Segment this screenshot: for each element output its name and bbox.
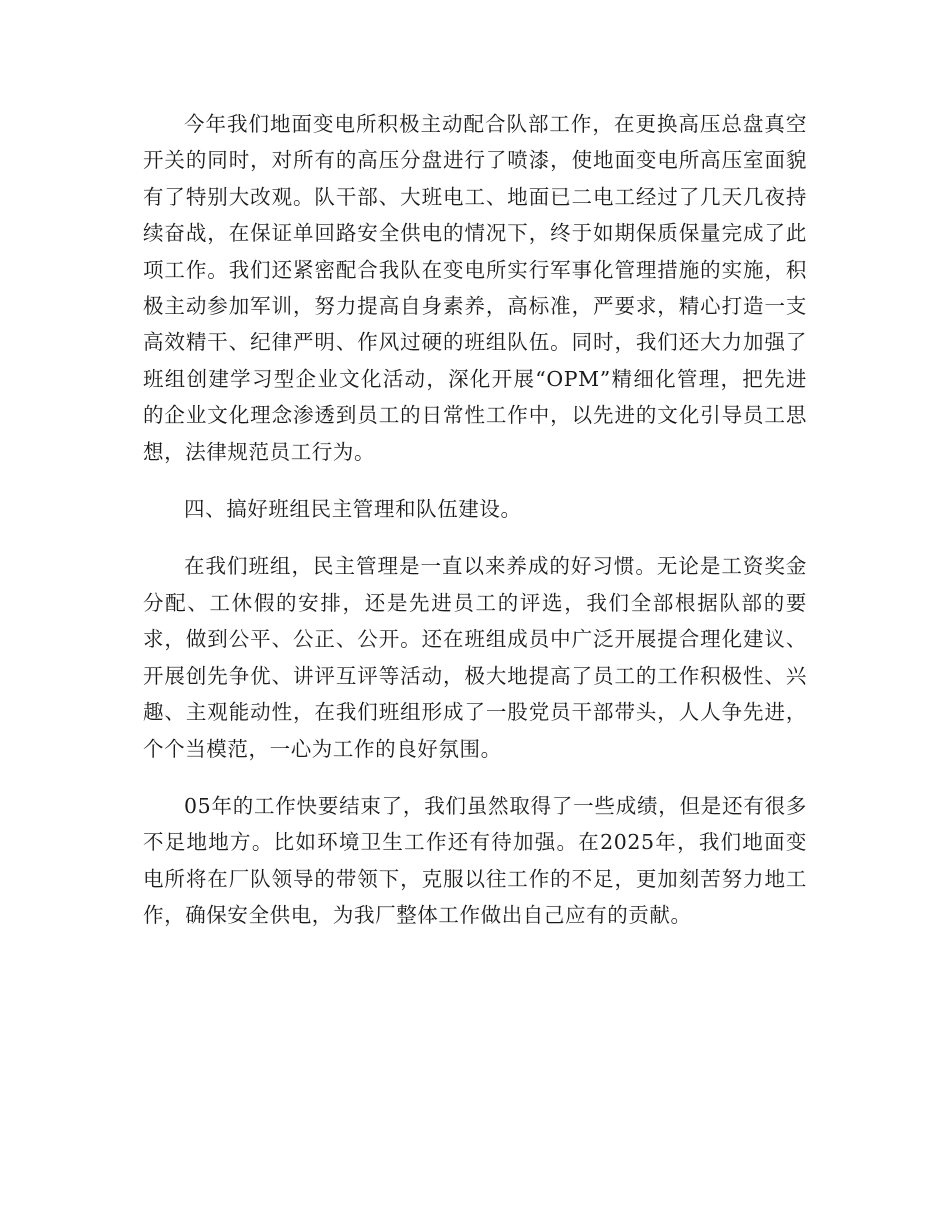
- paragraph-democratic-management: 在我们班组，民主管理是一直以来养成的好习惯。无论是工资奖金分配、工休假的安排，还是先进员工的评选，我们全部根据队部的要求，做到公平、公正、公开。还在班组成员中广泛开展提合理化建议、开展创先争优、讲评互评等活动，极大地提高了员工的工作积极性、兴趣、主观能动性，在我们班组形成了一股党员干部带头，人人争先进，个个当模范，一心为工作的良好氛围。: [143, 554, 807, 761]
- section-heading-democratic-management: 四、搞好班组民主管理和队伍建设。: [184, 497, 522, 522]
- document-body: [143, 106, 807, 934]
- paragraph-year-summary: 05年的工作快要结束了，我们虽然取得了一些成绩，但是还有很多不足地地方。比如环境卫生工作还有待加强。在2025年，我们地面变电所将在厂队领导的带领下，克服以往工作的不足，更加刻苦努力地工作，确保安全供电，为我厂整体工作做出自己应有的贡献。: [143, 793, 807, 928]
- paragraph-substation-work: 今年我们地面变电所积极主动配合队部工作，在更换高压总盘真空开关的同时，对所有的高压分盘进行了喷漆，使地面变电所高压室面貌有了特别大改观。队干部、大班电工、地面已二电工经过了几天几夜持续奋战，在保证单回路安全供电的情况下，终于如期保质保量完成了此项工作。我们还紧密配合我队在变电所实行军事化管理措施的实施，积极主动参加军训，努力提高自身素养，高标准，严要求，精心打造一支高效精干、纪律严明、作风过硬的班组队伍。同时，我们还大力加强了班组创建学习型企业文化活动，深化开展“OPM”精细化管理，把先进的企业文化理念渗透到员工的日常性工作中，以先进的文化引导员工思想，法律规范员工行为。: [143, 112, 807, 464]
